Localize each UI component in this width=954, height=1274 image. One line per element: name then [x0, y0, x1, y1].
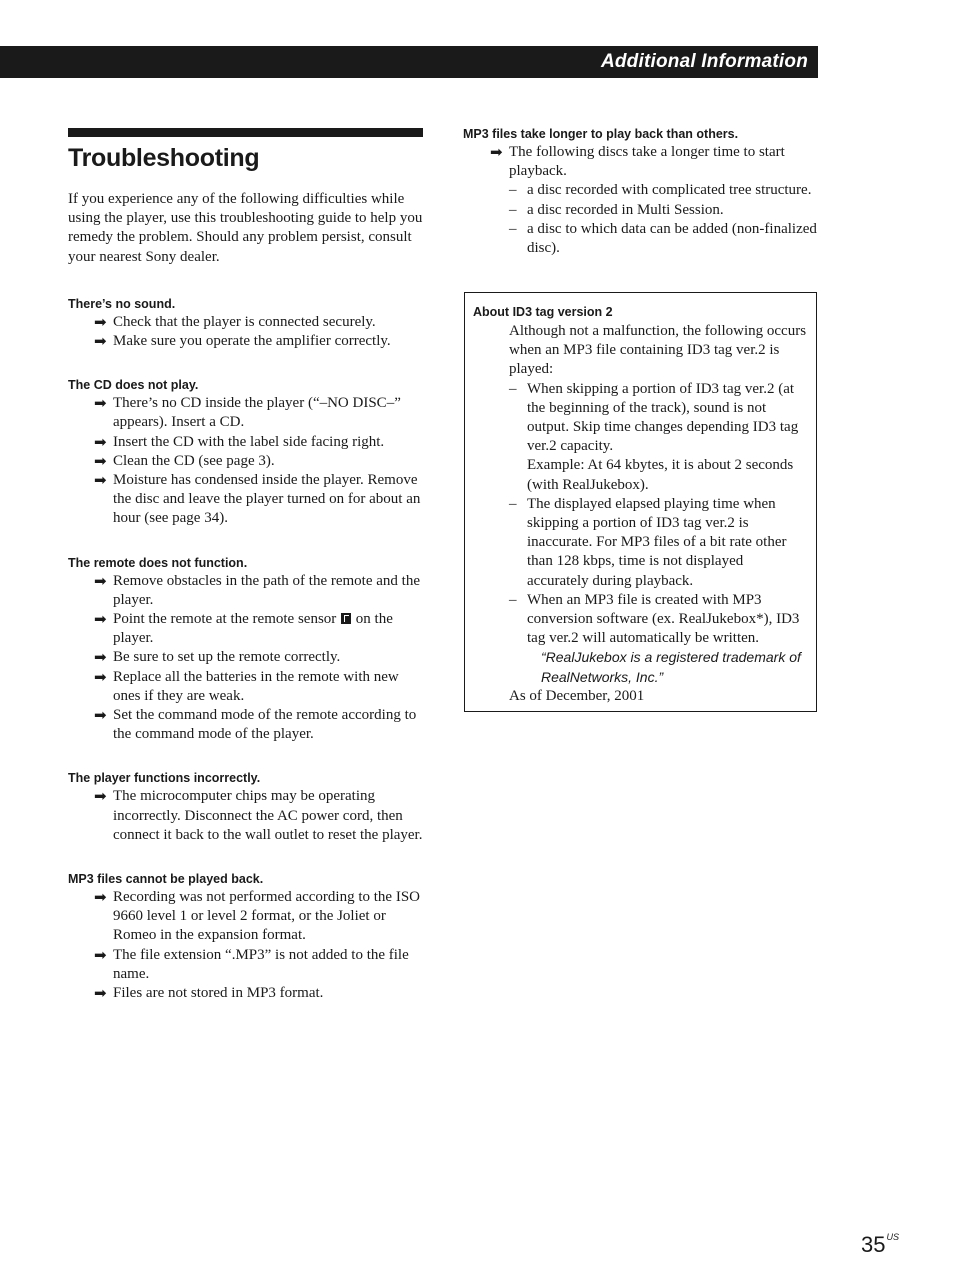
arrow-icon: ➡ — [94, 432, 107, 451]
list-item — [68, 313, 423, 332]
dash-item — [463, 220, 818, 258]
dash-marker: – — [509, 201, 517, 218]
arrow-icon: ➡ — [94, 706, 107, 725]
arrow-icon: ➡ — [94, 471, 107, 490]
remote-sensor-icon — [341, 613, 351, 624]
as-of-date: As of December, 2001 — [509, 687, 645, 704]
item-text: Remove obstacles in the path of the remote and the player. — [113, 572, 420, 608]
note-intro: Although not a malfunction, the following occurs when an MP3 file containing ID3 tag ver.2 is played: — [509, 323, 807, 378]
item-text: Make sure you operate the amplifier correctly. — [113, 333, 391, 350]
dash-text: a disc recorded in Multi Session. — [527, 201, 724, 218]
intro-paragraph: If you experience any of the following difficulties while using the player, use this troubleshooting guide to help you remedy the problem. Should any problem persist, consult your nearest Sony dealer. — [68, 191, 423, 265]
list-item — [68, 572, 423, 610]
list-item — [68, 610, 423, 648]
item-text: The following discs take a longer time to start playback. — [509, 144, 785, 180]
item-text: Files are not stored in MP3 format. — [113, 985, 324, 1002]
arrow-icon: ➡ — [94, 888, 107, 907]
item-text: Recording was not performed according to the ISO 9660 level 1 or level 2 format, or the Joliet or Romeo in the expansion format. — [113, 889, 420, 944]
dash-marker: – — [509, 380, 517, 397]
dash-text: When an MP3 file is created with MP3 conversion software (ex. RealJukebox*), ID3 tag ver.2 will automatically be written. — [527, 591, 800, 647]
dash-text: The displayed elapsed playing time when skipping a portion of ID3 tag ver.2 is inaccurate. For MP3 files of a bit rate other than 128 kbps, time is not displayed accurately during playback. — [527, 495, 787, 589]
right-column — [463, 125, 818, 258]
dash-marker: – — [509, 495, 517, 512]
title-rule — [68, 128, 423, 137]
section-heading: The player functions incorrectly. — [68, 771, 261, 786]
page-number — [861, 1223, 899, 1259]
section-no-sound — [68, 295, 423, 351]
dash-item — [463, 201, 818, 220]
section-heading: MP3 files cannot be played back. — [68, 872, 264, 887]
list-item — [68, 706, 423, 744]
list-item — [68, 452, 423, 471]
arrow-icon: ➡ — [94, 945, 107, 964]
note-heading: About ID3 tag version 2 — [473, 305, 613, 319]
item-text: Clean the CD (see page 3). — [113, 452, 275, 469]
dash-text: a disc to which data can be added (non-finalized disc). — [527, 220, 817, 257]
page-number-suffix: US — [886, 1232, 899, 1242]
section-player-incorrect — [68, 769, 423, 845]
list-item — [68, 648, 423, 667]
arrow-icon: ➡ — [94, 312, 107, 331]
list-item — [68, 888, 423, 946]
list-item — [68, 668, 423, 706]
dash-item — [463, 181, 818, 200]
dash-text: a disc recorded with complicated tree structure. — [527, 182, 812, 199]
id3-note-box — [464, 292, 817, 712]
item-text: Moisture has condensed inside the player. Remove the disc and leave the player turned on for about an hour (see page 34). — [113, 472, 421, 527]
header-bar — [0, 46, 818, 78]
arrow-icon: ➡ — [94, 451, 107, 470]
dash-text: When skipping a portion of ID3 tag ver.2 (at the beginning of the track), sound is not output. Skip time changes depending ID3 tag ver.2 capacity. — [527, 380, 799, 455]
list-item — [68, 471, 423, 529]
dash-marker: – — [509, 182, 517, 199]
arrow-icon: ➡ — [94, 571, 107, 590]
item-text-suffix: on the player. — [113, 611, 393, 647]
trademark-note: “RealJukebox is a registered trademark of RealNetworks, Inc.” — [541, 649, 801, 685]
section-heading: There’s no sound. — [68, 296, 176, 311]
note-dash-item — [473, 495, 808, 591]
list-item — [68, 433, 423, 452]
list-item — [68, 332, 423, 351]
note-dash-item — [473, 591, 808, 649]
arrow-icon: ➡ — [94, 648, 107, 667]
item-text: Replace all the batteries in the remote with new ones if they are weak. — [113, 668, 399, 704]
list-item — [68, 787, 423, 845]
arrow-icon: ➡ — [94, 984, 107, 1003]
item-text: Point the remote at the remote sensor — [113, 611, 337, 628]
left-column — [68, 128, 423, 1028]
list-item — [68, 946, 423, 984]
item-text: Insert the CD with the label side facing right. — [113, 433, 385, 450]
arrow-icon: ➡ — [94, 332, 107, 351]
section-mp3-not-played — [68, 870, 423, 1003]
list-item — [68, 394, 423, 432]
section-heading: MP3 files take longer to play back than others. — [463, 127, 739, 141]
note-dash-item — [473, 380, 808, 457]
arrow-icon: ➡ — [94, 667, 107, 686]
arrow-icon: ➡ — [490, 143, 503, 161]
item-text: The file extension “.MP3” is not added to the file name. — [113, 946, 409, 982]
note-example: Example: At 64 kbytes, it is about 2 seconds (with RealJukebox). — [527, 457, 794, 493]
arrow-icon: ➡ — [94, 394, 107, 413]
dash-marker: – — [509, 220, 517, 237]
page-title: Troubleshooting — [68, 144, 260, 172]
list-item — [68, 984, 423, 1003]
item-text: Be sure to set up the remote correctly. — [113, 649, 341, 666]
list-item — [463, 143, 818, 181]
item-text: Set the command mode of the remote according to the command mode of the player. — [113, 707, 417, 743]
item-text: The microcomputer chips may be operating incorrectly. Disconnect the AC power cord, then connect it back to the wall outlet to reset the player. — [113, 788, 423, 843]
arrow-icon: ➡ — [94, 610, 107, 629]
item-text: There’s no CD inside the player (“–NO DISC–” appears). Insert a CD. — [113, 395, 401, 431]
section-header-title: Additional Information — [600, 51, 808, 72]
section-cd-not-play — [68, 376, 423, 528]
section-heading: The CD does not play. — [68, 378, 199, 393]
arrow-icon: ➡ — [94, 787, 107, 806]
section-remote-not-function — [68, 554, 423, 745]
item-text: Check that the player is connected securely. — [113, 313, 376, 330]
dash-marker: – — [509, 591, 517, 608]
page-number-value: 35 — [861, 1232, 886, 1257]
section-heading: The remote does not function. — [68, 555, 248, 570]
